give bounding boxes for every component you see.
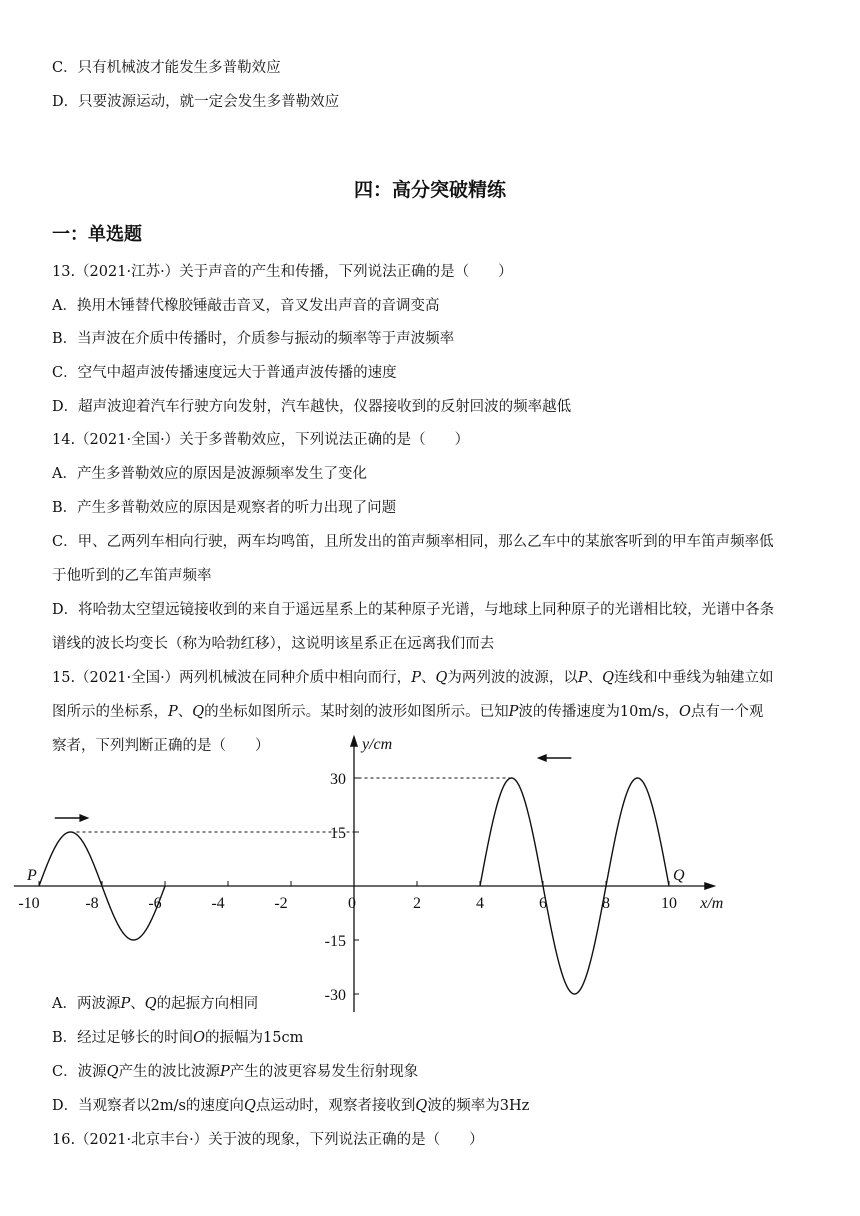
q15-option-c: C．波源Q产生的波比波源P产生的波更容易发生衍射现象 (52, 1064, 419, 1080)
q15-stem-line1: 15.（2021·全国·）两列机械波在同种介质中相向而行，P、Q为两列波的波源，以P、Q连线和中垂线为轴建立如 (52, 670, 774, 686)
x-tick-label: -2 (274, 895, 288, 912)
q13-option-c: C．空气中超声波传播速度远大于普通声波传播的速度 (52, 365, 397, 381)
q14-option-d-line2: 谱线的波长均变长（称为哈勃红移），这说明该星系正在远离我们而去 (52, 636, 495, 652)
q14-stem: 14.（2021·全国·）关于多普勒效应，下列说法正确的是（ ） (52, 432, 470, 448)
x-tick-label: 6 (539, 895, 547, 912)
option-d-prev: D．只要波源运动，就一定会发生多普勒效应 (52, 94, 340, 110)
y-tick-label: -30 (324, 987, 346, 1004)
y-tick-label: -15 (324, 933, 346, 950)
q16-stem: 16.（2021·北京丰台·）关于波的现象，下列说法正确的是（ ） (52, 1132, 484, 1148)
x-tick-label: -10 (18, 895, 40, 912)
source-label-Q: Q (673, 867, 685, 884)
q15-stem-line3: 察者，下列判断正确的是（ ） (52, 738, 270, 754)
x-tick-label: -8 (85, 895, 99, 912)
y-axis-label: y/cm (362, 735, 393, 753)
direction-arrowhead-P (79, 814, 89, 822)
q14-option-c-line1: C．甲、乙两列车相向行驶，两车均鸣笛，且所发出的笛声频率相同，那么乙车中的某旅客听到的甲车笛声频率低 (52, 534, 774, 550)
q14-option-c-line2: 于他听到的乙车笛声频率 (52, 568, 212, 584)
x-tick-label: 2 (413, 895, 421, 912)
q13-option-b: B．当声波在介质中传播时，介质参与振动的频率等于声波频率 (52, 331, 455, 347)
x-tick-label: -4 (211, 895, 225, 912)
q15-option-d: D．当观察者以2m/s的速度向Q点运动时，观察者接收到Q波的频率为3Hz (52, 1098, 530, 1114)
tick-labels (18, 736, 723, 1004)
x-axis-arrow (704, 882, 716, 890)
x-tick-label: -6 (148, 895, 162, 912)
origin-label: 0 (348, 895, 356, 912)
q15-option-a: A．两波源P、Q的起振方向相同 (52, 996, 259, 1012)
q15-option-b: B．经过足够长的时间O的振幅为15cm (52, 1030, 304, 1046)
q13-option-d: D．超声波迎着汽车行驶方向发射，汽车越快，仪器接收到的反射回波的频率越低 (52, 399, 572, 415)
annotations (26, 754, 685, 884)
x-tick-label: 10 (661, 895, 677, 912)
q14-option-a: A．产生多普勒效应的原因是波源频率发生了变化 (52, 466, 367, 482)
q15-stem-line2: 图所示的坐标系，P、Q的坐标如图所示。某时刻的波形如图所示。已知P波的传播速度为10m/s，O点有一个观 (52, 704, 764, 720)
q14-option-d-line1: D．将哈勃太空望远镜接收到的来自于遥远星系上的某种原子光谱，与地球上同种原子的光谱相比较，光谱中各条 (52, 602, 775, 618)
y-axis-arrow (350, 735, 358, 747)
axes (14, 735, 716, 1012)
direction-arrowhead-Q (537, 754, 547, 762)
source-label-P: P (27, 867, 37, 884)
y-tick-label: 15 (330, 825, 346, 842)
q14-option-b: B．产生多普勒效应的原因是观察者的听力出现了问题 (52, 500, 397, 516)
sub-title: 一：单选题 (52, 224, 142, 245)
x-axis-label: x/m (700, 895, 724, 912)
option-c-prev: C．只有机械波才能发生多普勒效应 (52, 60, 281, 76)
q13-option-a: A．换用木锤替代橡胶锤敲击音叉，音叉发出声音的音调变高 (52, 298, 440, 314)
x-tick-label: 8 (602, 895, 610, 912)
y-tick-label: 30 (330, 771, 346, 788)
section-title: 四：高分突破精练 (353, 179, 506, 201)
x-tick-label: 4 (476, 895, 484, 912)
q13-stem: 13.（2021·江苏·）关于声音的产生和传播，下列说法正确的是（ ） (52, 264, 513, 280)
